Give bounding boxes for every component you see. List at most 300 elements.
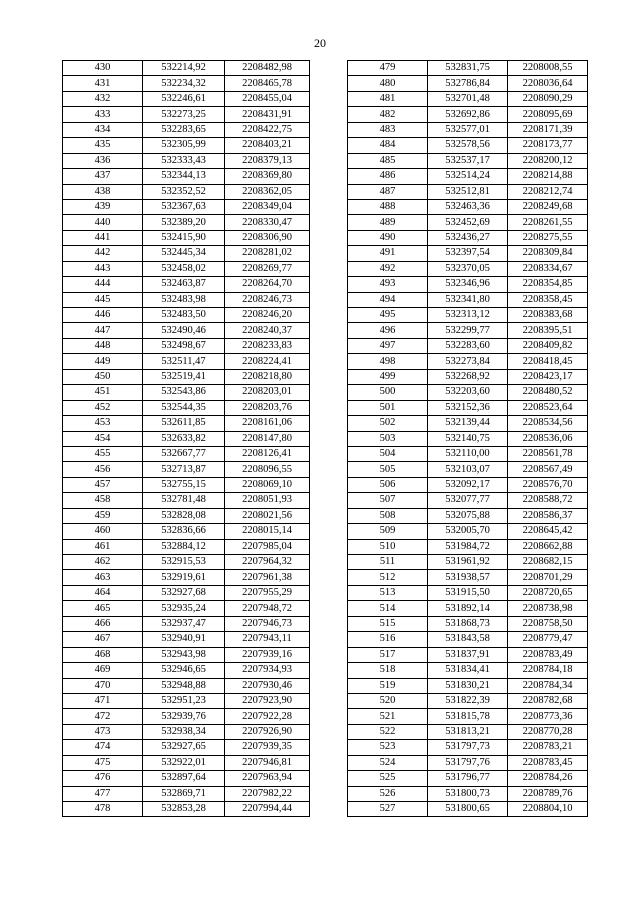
x-coordinate-cell: 532948,88 bbox=[143, 678, 225, 693]
x-coordinate-cell: 532110,00 bbox=[428, 446, 508, 461]
table-row bbox=[63, 230, 310, 245]
point-number-cell: 505 bbox=[348, 462, 428, 477]
point-number-cell: 451 bbox=[63, 385, 143, 400]
table-row bbox=[348, 308, 588, 323]
x-coordinate-cell: 532578,56 bbox=[428, 138, 508, 153]
point-number-cell: 466 bbox=[63, 616, 143, 631]
point-number-cell: 477 bbox=[63, 786, 143, 801]
x-coordinate-cell: 532935,24 bbox=[143, 601, 225, 616]
point-number-cell: 439 bbox=[63, 199, 143, 214]
point-number-cell: 526 bbox=[348, 786, 428, 801]
x-coordinate-cell: 532897,64 bbox=[143, 771, 225, 786]
x-coordinate-cell: 532483,50 bbox=[143, 308, 225, 323]
y-coordinate-cell: 2207955,29 bbox=[225, 585, 310, 600]
x-coordinate-cell: 531797,76 bbox=[428, 755, 508, 770]
point-number-cell: 506 bbox=[348, 477, 428, 492]
point-number-cell: 504 bbox=[348, 446, 428, 461]
table-row bbox=[63, 122, 310, 137]
x-coordinate-cell: 532927,68 bbox=[143, 585, 225, 600]
x-coordinate-cell: 532452,69 bbox=[428, 215, 508, 230]
table-row bbox=[348, 215, 588, 230]
table-row bbox=[348, 647, 588, 662]
x-coordinate-cell: 532268,92 bbox=[428, 369, 508, 384]
x-coordinate-cell: 532341,80 bbox=[428, 292, 508, 307]
x-coordinate-cell: 531822,39 bbox=[428, 693, 508, 708]
point-number-cell: 441 bbox=[63, 230, 143, 245]
x-coordinate-cell: 532919,61 bbox=[143, 570, 225, 585]
table-row bbox=[348, 76, 588, 91]
point-number-cell: 483 bbox=[348, 122, 428, 137]
y-coordinate-cell: 2208701,29 bbox=[508, 570, 588, 585]
table-row bbox=[63, 446, 310, 461]
y-coordinate-cell: 2208480,52 bbox=[508, 385, 588, 400]
point-number-cell: 502 bbox=[348, 416, 428, 431]
table-row bbox=[63, 724, 310, 739]
table-row bbox=[63, 663, 310, 678]
x-coordinate-cell: 532577,01 bbox=[428, 122, 508, 137]
y-coordinate-cell: 2208773,36 bbox=[508, 709, 588, 724]
y-coordinate-cell: 2208015,14 bbox=[225, 524, 310, 539]
table-row bbox=[63, 539, 310, 554]
table-row bbox=[348, 338, 588, 353]
table-row bbox=[63, 585, 310, 600]
point-number-cell: 498 bbox=[348, 354, 428, 369]
table-row bbox=[63, 678, 310, 693]
point-number-cell: 514 bbox=[348, 601, 428, 616]
table-row bbox=[63, 153, 310, 168]
table-row bbox=[348, 199, 588, 214]
y-coordinate-cell: 2208431,91 bbox=[225, 107, 310, 122]
point-number-cell: 452 bbox=[63, 400, 143, 415]
y-coordinate-cell: 2208379,13 bbox=[225, 153, 310, 168]
table-row bbox=[348, 385, 588, 400]
x-coordinate-cell: 532755,15 bbox=[143, 477, 225, 492]
y-coordinate-cell: 2208334,67 bbox=[508, 261, 588, 276]
x-coordinate-cell: 532415,90 bbox=[143, 230, 225, 245]
y-coordinate-cell: 2208523,64 bbox=[508, 400, 588, 415]
y-coordinate-cell: 2207934,93 bbox=[225, 663, 310, 678]
y-coordinate-cell: 2208770,28 bbox=[508, 724, 588, 739]
table-row bbox=[63, 199, 310, 214]
table-row bbox=[348, 230, 588, 245]
y-coordinate-cell: 2208275,55 bbox=[508, 230, 588, 245]
point-number-cell: 463 bbox=[63, 570, 143, 585]
y-coordinate-cell: 2207946,81 bbox=[225, 755, 310, 770]
x-coordinate-cell: 532943,98 bbox=[143, 647, 225, 662]
table-row bbox=[348, 61, 588, 76]
coordinates-table-right bbox=[347, 60, 588, 817]
y-coordinate-cell: 2208096,55 bbox=[225, 462, 310, 477]
x-coordinate-cell: 531961,92 bbox=[428, 555, 508, 570]
table-row bbox=[348, 277, 588, 292]
point-number-cell: 465 bbox=[63, 601, 143, 616]
point-number-cell: 473 bbox=[63, 724, 143, 739]
y-coordinate-cell: 2207961,38 bbox=[225, 570, 310, 585]
y-coordinate-cell: 2208789,76 bbox=[508, 786, 588, 801]
y-coordinate-cell: 2208261,55 bbox=[508, 215, 588, 230]
x-coordinate-cell: 532884,12 bbox=[143, 539, 225, 554]
y-coordinate-cell: 2208161,06 bbox=[225, 416, 310, 431]
point-number-cell: 489 bbox=[348, 215, 428, 230]
point-number-cell: 522 bbox=[348, 724, 428, 739]
y-coordinate-cell: 2208784,18 bbox=[508, 663, 588, 678]
y-coordinate-cell: 2208720,65 bbox=[508, 585, 588, 600]
y-coordinate-cell: 2208758,50 bbox=[508, 616, 588, 631]
y-coordinate-cell: 2207985,04 bbox=[225, 539, 310, 554]
point-number-cell: 481 bbox=[348, 91, 428, 106]
y-coordinate-cell: 2208233,83 bbox=[225, 338, 310, 353]
point-number-cell: 467 bbox=[63, 632, 143, 647]
x-coordinate-cell: 532370,05 bbox=[428, 261, 508, 276]
table-body bbox=[348, 61, 588, 817]
table-row bbox=[348, 369, 588, 384]
point-number-cell: 509 bbox=[348, 524, 428, 539]
y-coordinate-cell: 2208455,04 bbox=[225, 91, 310, 106]
y-coordinate-cell: 2208203,01 bbox=[225, 385, 310, 400]
x-coordinate-cell: 532633,82 bbox=[143, 431, 225, 446]
y-coordinate-cell: 2208783,21 bbox=[508, 740, 588, 755]
x-coordinate-cell: 531915,50 bbox=[428, 585, 508, 600]
point-number-cell: 444 bbox=[63, 277, 143, 292]
x-coordinate-cell: 532346,96 bbox=[428, 277, 508, 292]
point-number-cell: 445 bbox=[63, 292, 143, 307]
table-row bbox=[63, 416, 310, 431]
point-number-cell: 430 bbox=[63, 61, 143, 76]
y-coordinate-cell: 2207939,35 bbox=[225, 740, 310, 755]
table-row bbox=[348, 709, 588, 724]
x-coordinate-cell: 532313,12 bbox=[428, 308, 508, 323]
point-number-cell: 516 bbox=[348, 632, 428, 647]
point-number-cell: 495 bbox=[348, 308, 428, 323]
table-row bbox=[348, 323, 588, 338]
y-coordinate-cell: 2208784,26 bbox=[508, 771, 588, 786]
x-coordinate-cell: 532273,25 bbox=[143, 107, 225, 122]
point-number-cell: 450 bbox=[63, 369, 143, 384]
y-coordinate-cell: 2208021,56 bbox=[225, 508, 310, 523]
y-coordinate-cell: 2207922,28 bbox=[225, 709, 310, 724]
x-coordinate-cell: 532490,46 bbox=[143, 323, 225, 338]
table-row bbox=[63, 709, 310, 724]
y-coordinate-cell: 2208465,78 bbox=[225, 76, 310, 91]
y-coordinate-cell: 2207926,90 bbox=[225, 724, 310, 739]
y-coordinate-cell: 2208249,68 bbox=[508, 199, 588, 214]
x-coordinate-cell: 532299,77 bbox=[428, 323, 508, 338]
table-row bbox=[63, 524, 310, 539]
point-number-cell: 488 bbox=[348, 199, 428, 214]
y-coordinate-cell: 2208354,85 bbox=[508, 277, 588, 292]
x-coordinate-cell: 532483,98 bbox=[143, 292, 225, 307]
point-number-cell: 442 bbox=[63, 246, 143, 261]
point-number-cell: 434 bbox=[63, 122, 143, 137]
y-coordinate-cell: 2208423,17 bbox=[508, 369, 588, 384]
x-coordinate-cell: 532075,88 bbox=[428, 508, 508, 523]
y-coordinate-cell: 2208358,45 bbox=[508, 292, 588, 307]
table-row bbox=[348, 771, 588, 786]
point-number-cell: 478 bbox=[63, 802, 143, 817]
table-row bbox=[63, 107, 310, 122]
table-row bbox=[63, 462, 310, 477]
y-coordinate-cell: 2208095,69 bbox=[508, 107, 588, 122]
y-coordinate-cell: 2208173,77 bbox=[508, 138, 588, 153]
x-coordinate-cell: 531892,14 bbox=[428, 601, 508, 616]
point-number-cell: 521 bbox=[348, 709, 428, 724]
table-row bbox=[63, 786, 310, 801]
point-number-cell: 494 bbox=[348, 292, 428, 307]
y-coordinate-cell: 2208418,45 bbox=[508, 354, 588, 369]
table-row bbox=[63, 338, 310, 353]
table-row bbox=[348, 524, 588, 539]
x-coordinate-cell: 532922,01 bbox=[143, 755, 225, 770]
point-number-cell: 472 bbox=[63, 709, 143, 724]
x-coordinate-cell: 532077,77 bbox=[428, 493, 508, 508]
point-number-cell: 454 bbox=[63, 431, 143, 446]
y-coordinate-cell: 2208576,70 bbox=[508, 477, 588, 492]
table-row bbox=[348, 446, 588, 461]
table-body bbox=[63, 61, 310, 817]
point-number-cell: 515 bbox=[348, 616, 428, 631]
table-row bbox=[63, 261, 310, 276]
x-coordinate-cell: 531800,73 bbox=[428, 786, 508, 801]
y-coordinate-cell: 2208662,88 bbox=[508, 539, 588, 554]
table-row bbox=[348, 508, 588, 523]
point-number-cell: 490 bbox=[348, 230, 428, 245]
point-number-cell: 447 bbox=[63, 323, 143, 338]
x-coordinate-cell: 532938,34 bbox=[143, 724, 225, 739]
x-coordinate-cell: 532537,17 bbox=[428, 153, 508, 168]
table-row bbox=[348, 462, 588, 477]
point-number-cell: 469 bbox=[63, 663, 143, 678]
y-coordinate-cell: 2208008,55 bbox=[508, 61, 588, 76]
x-coordinate-cell: 532463,36 bbox=[428, 199, 508, 214]
point-number-cell: 486 bbox=[348, 169, 428, 184]
table-row bbox=[63, 555, 310, 570]
y-coordinate-cell: 2208036,64 bbox=[508, 76, 588, 91]
table-row bbox=[348, 539, 588, 554]
y-coordinate-cell: 2208482,98 bbox=[225, 61, 310, 76]
y-coordinate-cell: 2208212,74 bbox=[508, 184, 588, 199]
x-coordinate-cell: 532139,44 bbox=[428, 416, 508, 431]
x-coordinate-cell: 531843,58 bbox=[428, 632, 508, 647]
x-coordinate-cell: 532512,81 bbox=[428, 184, 508, 199]
x-coordinate-cell: 532463,87 bbox=[143, 277, 225, 292]
x-coordinate-cell: 532234,32 bbox=[143, 76, 225, 91]
x-coordinate-cell: 532458,02 bbox=[143, 261, 225, 276]
y-coordinate-cell: 2207963,94 bbox=[225, 771, 310, 786]
y-coordinate-cell: 2208171,39 bbox=[508, 122, 588, 137]
table-row bbox=[63, 277, 310, 292]
point-number-cell: 496 bbox=[348, 323, 428, 338]
x-coordinate-cell: 531868,73 bbox=[428, 616, 508, 631]
y-coordinate-cell: 2207948,72 bbox=[225, 601, 310, 616]
table-row bbox=[63, 385, 310, 400]
table-row bbox=[63, 508, 310, 523]
table-row bbox=[63, 246, 310, 261]
table-row bbox=[348, 169, 588, 184]
point-number-cell: 492 bbox=[348, 261, 428, 276]
x-coordinate-cell: 532940,91 bbox=[143, 632, 225, 647]
y-coordinate-cell: 2208783,49 bbox=[508, 647, 588, 662]
x-coordinate-cell: 532498,67 bbox=[143, 338, 225, 353]
point-number-cell: 458 bbox=[63, 493, 143, 508]
y-coordinate-cell: 2208784,34 bbox=[508, 678, 588, 693]
y-coordinate-cell: 2208200,12 bbox=[508, 153, 588, 168]
y-coordinate-cell: 2208383,68 bbox=[508, 308, 588, 323]
y-coordinate-cell: 2208536,06 bbox=[508, 431, 588, 446]
point-number-cell: 448 bbox=[63, 338, 143, 353]
x-coordinate-cell: 531813,21 bbox=[428, 724, 508, 739]
x-coordinate-cell: 532283,60 bbox=[428, 338, 508, 353]
y-coordinate-cell: 2208362,05 bbox=[225, 184, 310, 199]
point-number-cell: 512 bbox=[348, 570, 428, 585]
x-coordinate-cell: 532103,07 bbox=[428, 462, 508, 477]
x-coordinate-cell: 532352,52 bbox=[143, 184, 225, 199]
x-coordinate-cell: 532713,87 bbox=[143, 462, 225, 477]
y-coordinate-cell: 2208588,72 bbox=[508, 493, 588, 508]
x-coordinate-cell: 532692,86 bbox=[428, 107, 508, 122]
x-coordinate-cell: 531800,65 bbox=[428, 802, 508, 817]
x-coordinate-cell: 532836,66 bbox=[143, 524, 225, 539]
table-row bbox=[63, 91, 310, 106]
point-number-cell: 457 bbox=[63, 477, 143, 492]
point-number-cell: 484 bbox=[348, 138, 428, 153]
x-coordinate-cell: 532203,60 bbox=[428, 385, 508, 400]
table-row bbox=[348, 416, 588, 431]
x-coordinate-cell: 532436,27 bbox=[428, 230, 508, 245]
x-coordinate-cell: 532367,63 bbox=[143, 199, 225, 214]
table-row bbox=[348, 354, 588, 369]
table-row bbox=[348, 755, 588, 770]
y-coordinate-cell: 2207923,90 bbox=[225, 693, 310, 708]
y-coordinate-cell: 2208369,80 bbox=[225, 169, 310, 184]
y-coordinate-cell: 2207946,73 bbox=[225, 616, 310, 631]
x-coordinate-cell: 531984,72 bbox=[428, 539, 508, 554]
table-row bbox=[63, 477, 310, 492]
point-number-cell: 475 bbox=[63, 755, 143, 770]
table-row bbox=[63, 76, 310, 91]
point-number-cell: 508 bbox=[348, 508, 428, 523]
table-row bbox=[63, 493, 310, 508]
x-coordinate-cell: 532140,75 bbox=[428, 431, 508, 446]
y-coordinate-cell: 2208534,56 bbox=[508, 416, 588, 431]
y-coordinate-cell: 2208330,47 bbox=[225, 215, 310, 230]
point-number-cell: 449 bbox=[63, 354, 143, 369]
point-number-cell: 479 bbox=[348, 61, 428, 76]
table-row bbox=[348, 184, 588, 199]
point-number-cell: 435 bbox=[63, 138, 143, 153]
x-coordinate-cell: 532701,48 bbox=[428, 91, 508, 106]
x-coordinate-cell: 532283,65 bbox=[143, 122, 225, 137]
x-coordinate-cell: 531938,57 bbox=[428, 570, 508, 585]
point-number-cell: 485 bbox=[348, 153, 428, 168]
point-number-cell: 517 bbox=[348, 647, 428, 662]
x-coordinate-cell: 532828,08 bbox=[143, 508, 225, 523]
point-number-cell: 438 bbox=[63, 184, 143, 199]
table-row bbox=[63, 647, 310, 662]
y-coordinate-cell: 2208682,15 bbox=[508, 555, 588, 570]
x-coordinate-cell: 532611,85 bbox=[143, 416, 225, 431]
y-coordinate-cell: 2208561,78 bbox=[508, 446, 588, 461]
y-coordinate-cell: 2208349,04 bbox=[225, 199, 310, 214]
x-coordinate-cell: 532305,99 bbox=[143, 138, 225, 153]
point-number-cell: 503 bbox=[348, 431, 428, 446]
point-number-cell: 501 bbox=[348, 400, 428, 415]
y-coordinate-cell: 2207994,44 bbox=[225, 802, 310, 817]
coordinates-table-left bbox=[62, 60, 310, 817]
point-number-cell: 453 bbox=[63, 416, 143, 431]
x-coordinate-cell: 531796,77 bbox=[428, 771, 508, 786]
table-row bbox=[63, 369, 310, 384]
x-coordinate-cell: 532915,53 bbox=[143, 555, 225, 570]
table-row bbox=[348, 431, 588, 446]
x-coordinate-cell: 532152,36 bbox=[428, 400, 508, 415]
x-coordinate-cell: 532939,76 bbox=[143, 709, 225, 724]
y-coordinate-cell: 2208090,29 bbox=[508, 91, 588, 106]
point-number-cell: 455 bbox=[63, 446, 143, 461]
point-number-cell: 461 bbox=[63, 539, 143, 554]
table-row bbox=[63, 215, 310, 230]
table-row bbox=[348, 400, 588, 415]
table-row bbox=[348, 786, 588, 801]
y-coordinate-cell: 2208403,21 bbox=[225, 138, 310, 153]
x-coordinate-cell: 532514,24 bbox=[428, 169, 508, 184]
table-row bbox=[348, 724, 588, 739]
y-coordinate-cell: 2208269,77 bbox=[225, 261, 310, 276]
x-coordinate-cell: 532246,61 bbox=[143, 91, 225, 106]
table-row bbox=[348, 663, 588, 678]
x-coordinate-cell: 532511,47 bbox=[143, 354, 225, 369]
point-number-cell: 519 bbox=[348, 678, 428, 693]
point-number-cell: 431 bbox=[63, 76, 143, 91]
y-coordinate-cell: 2208240,37 bbox=[225, 323, 310, 338]
table-row bbox=[63, 184, 310, 199]
point-number-cell: 468 bbox=[63, 647, 143, 662]
point-number-cell: 443 bbox=[63, 261, 143, 276]
table-row bbox=[348, 153, 588, 168]
y-coordinate-cell: 2208309,84 bbox=[508, 246, 588, 261]
table-row bbox=[348, 292, 588, 307]
table-row bbox=[63, 400, 310, 415]
table-row bbox=[63, 292, 310, 307]
point-number-cell: 476 bbox=[63, 771, 143, 786]
point-number-cell: 459 bbox=[63, 508, 143, 523]
point-number-cell: 460 bbox=[63, 524, 143, 539]
point-number-cell: 432 bbox=[63, 91, 143, 106]
y-coordinate-cell: 2208804,10 bbox=[508, 802, 588, 817]
x-coordinate-cell: 531815,78 bbox=[428, 709, 508, 724]
y-coordinate-cell: 2208783,45 bbox=[508, 755, 588, 770]
x-coordinate-cell: 531834,41 bbox=[428, 663, 508, 678]
y-coordinate-cell: 2208409,82 bbox=[508, 338, 588, 353]
y-coordinate-cell: 2208246,73 bbox=[225, 292, 310, 307]
x-coordinate-cell: 532445,34 bbox=[143, 246, 225, 261]
x-coordinate-cell: 532853,28 bbox=[143, 802, 225, 817]
x-coordinate-cell: 532092,17 bbox=[428, 477, 508, 492]
point-number-cell: 525 bbox=[348, 771, 428, 786]
point-number-cell: 507 bbox=[348, 493, 428, 508]
y-coordinate-cell: 2208147,80 bbox=[225, 431, 310, 446]
table-row bbox=[63, 802, 310, 817]
x-coordinate-cell: 532946,65 bbox=[143, 663, 225, 678]
x-coordinate-cell: 532273,84 bbox=[428, 354, 508, 369]
page-number: 20 bbox=[314, 36, 326, 50]
table-row bbox=[63, 755, 310, 770]
y-coordinate-cell: 2208069,10 bbox=[225, 477, 310, 492]
point-number-cell: 440 bbox=[63, 215, 143, 230]
table-row bbox=[63, 431, 310, 446]
table-row bbox=[63, 61, 310, 76]
table-row bbox=[348, 138, 588, 153]
point-number-cell: 487 bbox=[348, 184, 428, 199]
